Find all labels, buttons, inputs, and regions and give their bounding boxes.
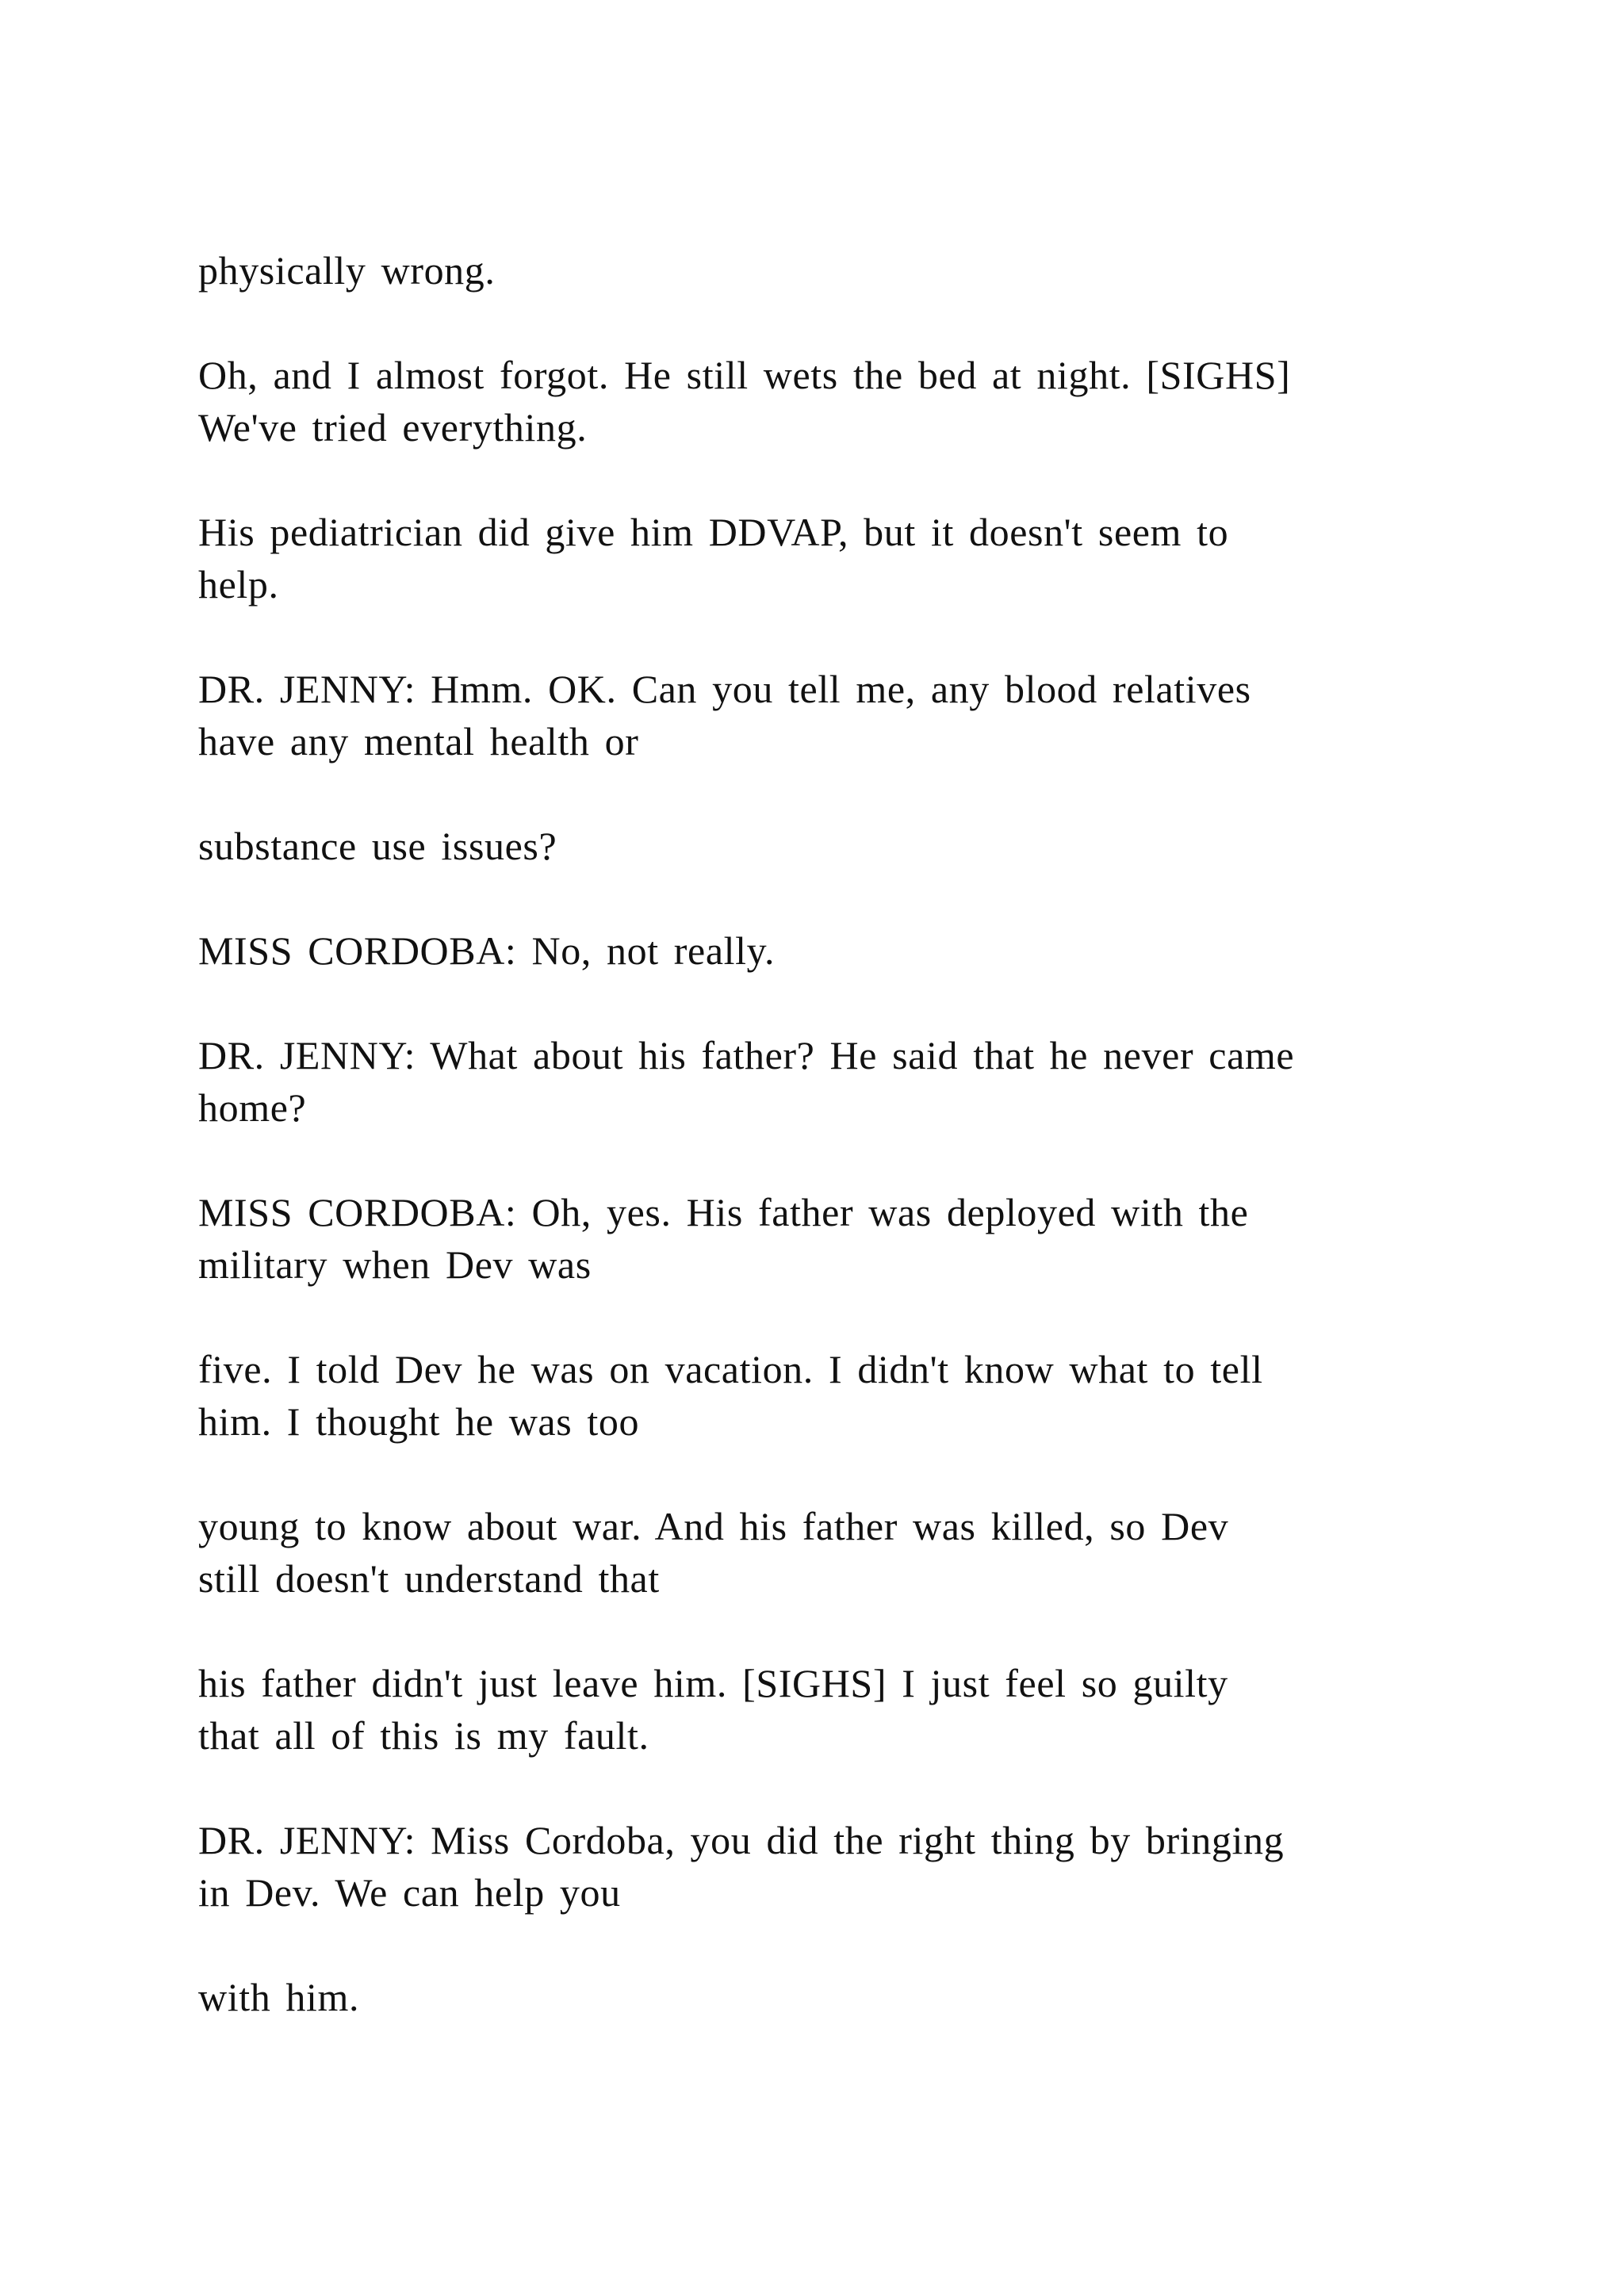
paragraph <box>198 1657 1435 1762</box>
text-line: We've tried everything. <box>198 405 588 450</box>
text-line: that all of this is my fault. <box>198 1713 649 1758</box>
paragraph <box>198 1500 1435 1605</box>
text-line: His pediatrician did give him DDVAP, but it doesn't seem to <box>198 510 1229 554</box>
paragraph <box>198 244 1435 297</box>
text-line: home? <box>198 1085 307 1130</box>
paragraph <box>198 506 1435 610</box>
text-line: MISS CORDOBA: No, not really. <box>198 928 776 973</box>
paragraph <box>198 663 1435 767</box>
text-line: have any mental health or <box>198 719 639 763</box>
paragraph <box>198 1971 1435 2023</box>
paragraph <box>198 820 1435 872</box>
text-line: five. I told Dev he was on vacation. I didn't know what to tell <box>198 1347 1263 1391</box>
text-line: his father didn't just leave him. [SIGHS] I just feel so guilty <box>198 1661 1228 1705</box>
transcript-body <box>198 244 1435 2076</box>
paragraph <box>198 1186 1435 1291</box>
text-line: DR. JENNY: Miss Cordoba, you did the right thing by bringing <box>198 1818 1285 1862</box>
text-line: him. I thought he was too <box>198 1399 640 1444</box>
text-line: help. <box>198 562 279 607</box>
paragraph <box>198 1343 1435 1448</box>
text-line: DR. JENNY: Hmm. OK. Can you tell me, any blood relatives <box>198 667 1251 711</box>
text-line: still doesn't understand that <box>198 1556 660 1601</box>
text-line: DR. JENNY: What about his father? He said that he never came <box>198 1033 1295 1077</box>
paragraph <box>198 349 1435 453</box>
text-line: MISS CORDOBA: Oh, yes. His father was deployed with the <box>198 1190 1249 1234</box>
paragraph <box>198 1029 1435 1134</box>
paragraph <box>198 924 1435 977</box>
text-line: young to know about war. And his father was killed, so Dev <box>198 1504 1229 1548</box>
text-line: military when Dev was <box>198 1242 592 1287</box>
paragraph <box>198 1814 1435 1919</box>
text-line: substance use issues? <box>198 824 557 868</box>
text-line: physically wrong. <box>198 248 496 293</box>
text-line: with him. <box>198 1975 360 2019</box>
text-line: Oh, and I almost forgot. He still wets the bed at night. [SIGHS] <box>198 353 1291 397</box>
text-line: in Dev. We can help you <box>198 1870 621 1915</box>
